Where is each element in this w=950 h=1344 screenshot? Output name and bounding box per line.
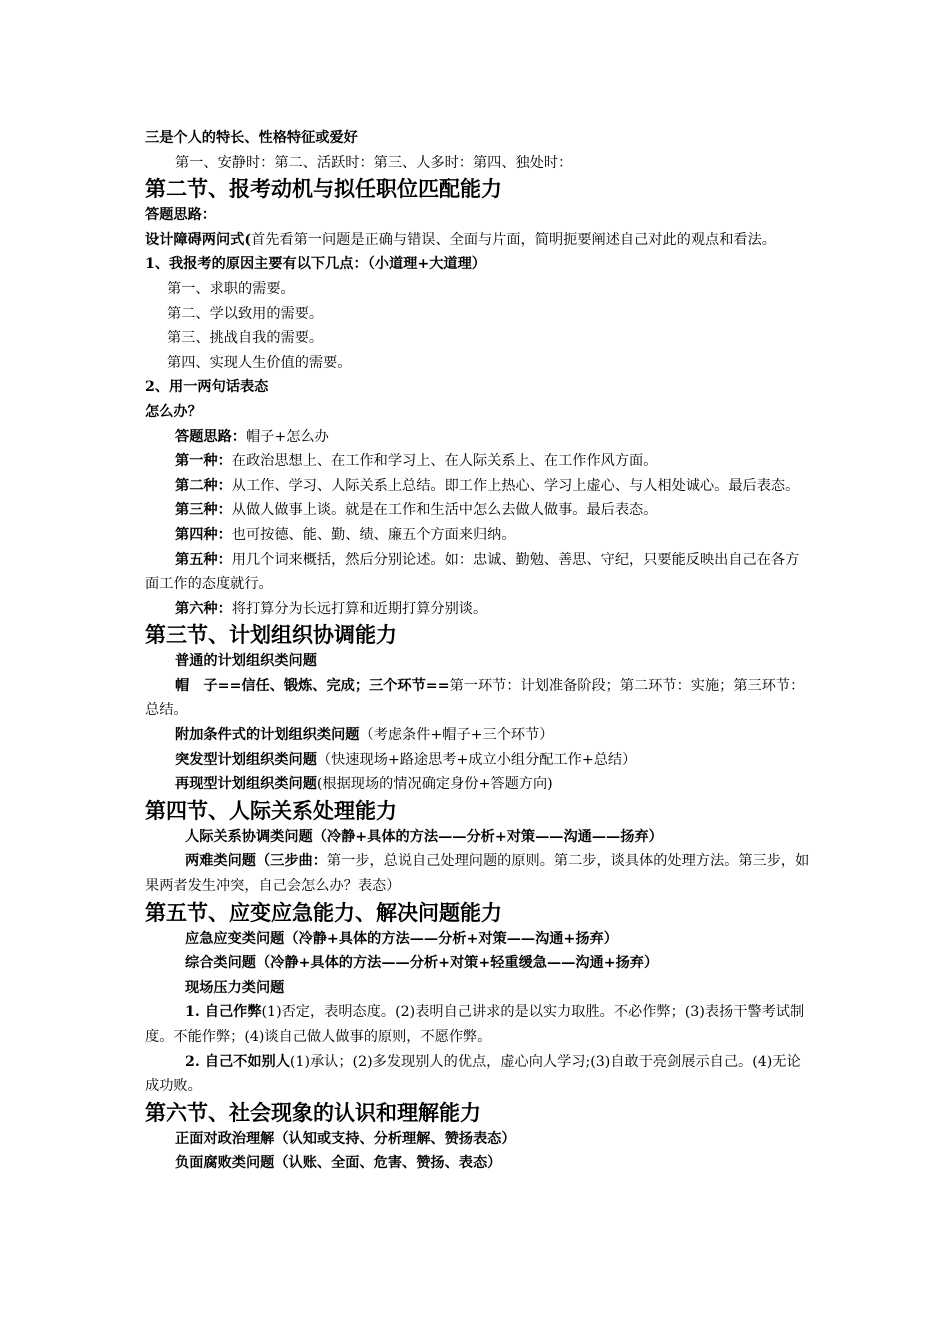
bold-lead: 第一种： xyxy=(175,453,232,470)
bold-lead: 1. 自己作弊 xyxy=(185,1004,262,1021)
paragraph-text: 首先看第一问题是正确与错误、全面与片面，简明扼要阐述自己对此的观点和看法。 xyxy=(251,231,776,248)
section-heading: 第四节、人际关系处理能力 xyxy=(145,798,397,823)
text-line: 三是个人的特长、性格特征或爱好 xyxy=(145,130,358,146)
list-item: 第一、求职的需要。 xyxy=(167,280,295,297)
bold-lead: 第六种： xyxy=(175,600,232,617)
paragraph-text: （快速现场+路途思考+成立小组分配工作+总结） xyxy=(316,751,637,768)
paragraph-text: (根据现场的情况确定身份+答题方向) xyxy=(316,776,553,793)
bold-lead: 第五种： xyxy=(175,551,232,568)
paragraph xyxy=(145,1000,811,1049)
bold-lead: 第三种： xyxy=(175,502,232,519)
paragraph-text: （考虑条件+帽子+三个环节） xyxy=(359,727,554,744)
bold-lead: 附加条件式的计划组织类问题 xyxy=(175,727,360,744)
paragraph xyxy=(145,849,811,898)
text-line: 现场压力类问题 xyxy=(185,979,285,996)
text-line: 答题思路： xyxy=(145,207,216,224)
text-line: 负面腐败类问题（认账、全面、危害、赞扬、表态） xyxy=(175,1155,502,1172)
paragraph-text: 在政治思想上、在工作和学习上、在人际关系上、在工作作风方面。 xyxy=(231,453,658,470)
text-line: 应急应变类问题（冷静+具体的方法——分析+对策——沟通+扬弃） xyxy=(185,930,618,947)
text-line: 怎么办？ xyxy=(145,403,202,420)
text-line: 第一、安静时：第二、活跃时：第三、人多时：第四、独处时： xyxy=(175,154,573,171)
text-line: 普通的计划组织类问题 xyxy=(175,653,317,670)
paragraph xyxy=(145,228,811,253)
text-line: 人际关系协调类问题（冷静+具体的方法——分析+对策——沟通——扬弃） xyxy=(185,828,663,845)
paragraph-text: 第一环节：计划准备阶段；第二环节：实施；第三环节：总结。 xyxy=(145,677,805,719)
paragraph xyxy=(145,498,811,523)
paragraph-text: 也可按德、能、勤、绩、廉五个方面来归纳。 xyxy=(231,526,516,543)
paragraph-text: (1)否定，表明态度。(2)表明自己讲求的是以实力取胜。不必作弊；(3)表扬干警考试制度。不能作弊；(4)谈自己做人做事的原则，不愿作弊。 xyxy=(145,1004,805,1045)
paragraph-text: 从做人做事上谈。就是在工作和生活中怎么去做人做事。最后表态。 xyxy=(231,502,658,519)
paragraph xyxy=(145,474,811,499)
bold-lead: 第二种： xyxy=(175,477,232,494)
bold-lead: 设计障碍两问式( xyxy=(145,231,252,248)
paragraph-text: 从工作、学习、人际关系上总结。即工作上热心、学习上虚心、与人相处诚心。最后表态。 xyxy=(231,477,800,494)
bold-lead: 帽 子==信任、锻炼、完成；三个环节== xyxy=(175,677,450,694)
list-item: 第三、挑战自我的需要。 xyxy=(167,330,324,347)
section-heading: 第六节、社会现象的认识和理解能力 xyxy=(145,1100,481,1125)
text-line: 正面对政治理解（认知或支持、分析理解、赞扬表态） xyxy=(175,1130,516,1147)
paragraph xyxy=(145,772,811,797)
text-line: 综合类问题（冷静+具体的方法——分析+对策+轻重缓急——沟通+扬弃） xyxy=(185,955,659,972)
paragraph-text: 帽子+怎么办 xyxy=(245,428,329,445)
text-line: 1、我报考的原因主要有以下几点：（小道理+大道理） xyxy=(145,256,486,273)
paragraph-text: 将打算分为长远打算和近期打算分别谈。 xyxy=(231,600,488,617)
bold-lead: 再现型计划组织类问题 xyxy=(175,776,317,793)
document-page xyxy=(145,126,811,1176)
text-line: 2、用一两句话表态 xyxy=(145,379,269,396)
bold-lead: 突发型计划组织类问题 xyxy=(175,751,317,768)
paragraph xyxy=(145,723,811,748)
list-item: 第二、学以致用的需要。 xyxy=(167,305,324,322)
bold-lead: 2. 自己不如别人 xyxy=(185,1053,290,1070)
bold-lead: 答题思路： xyxy=(175,428,246,445)
bold-lead: 第四种： xyxy=(175,526,232,543)
paragraph xyxy=(145,748,811,773)
section-heading: 第二节、报考动机与拟任职位匹配能力 xyxy=(145,177,502,202)
paragraph xyxy=(145,597,811,622)
paragraph xyxy=(145,548,811,597)
paragraph xyxy=(145,1050,811,1099)
paragraph-text: 第一步，总说自己处理问题的原则。第二步，谈具体的处理方法。第三步，如果两者发生冲突，自己会怎么办？表态） xyxy=(145,853,810,895)
section-heading: 第五节、应变应急能力、解决问题能力 xyxy=(145,900,502,925)
paragraph xyxy=(145,425,811,450)
paragraph xyxy=(145,523,811,548)
paragraph-text: (1)承认；(2)多发现别人的优点，虚心向人学习;(3)自敢于亮剑展示自己。(4)无论成功败。 xyxy=(145,1053,801,1095)
list-item: 第四、实现人生价值的需要。 xyxy=(167,354,352,371)
paragraph xyxy=(145,674,811,723)
paragraph-text: 用几个词来概括，然后分别论述。如：忠诚、勤勉、善思、守纪，只要能反映出自己在各方面工作的态度就行。 xyxy=(145,551,800,593)
bold-lead: 两难类问题（三步曲： xyxy=(185,853,327,870)
paragraph xyxy=(145,449,811,474)
section-heading: 第三节、计划组织协调能力 xyxy=(145,623,397,648)
